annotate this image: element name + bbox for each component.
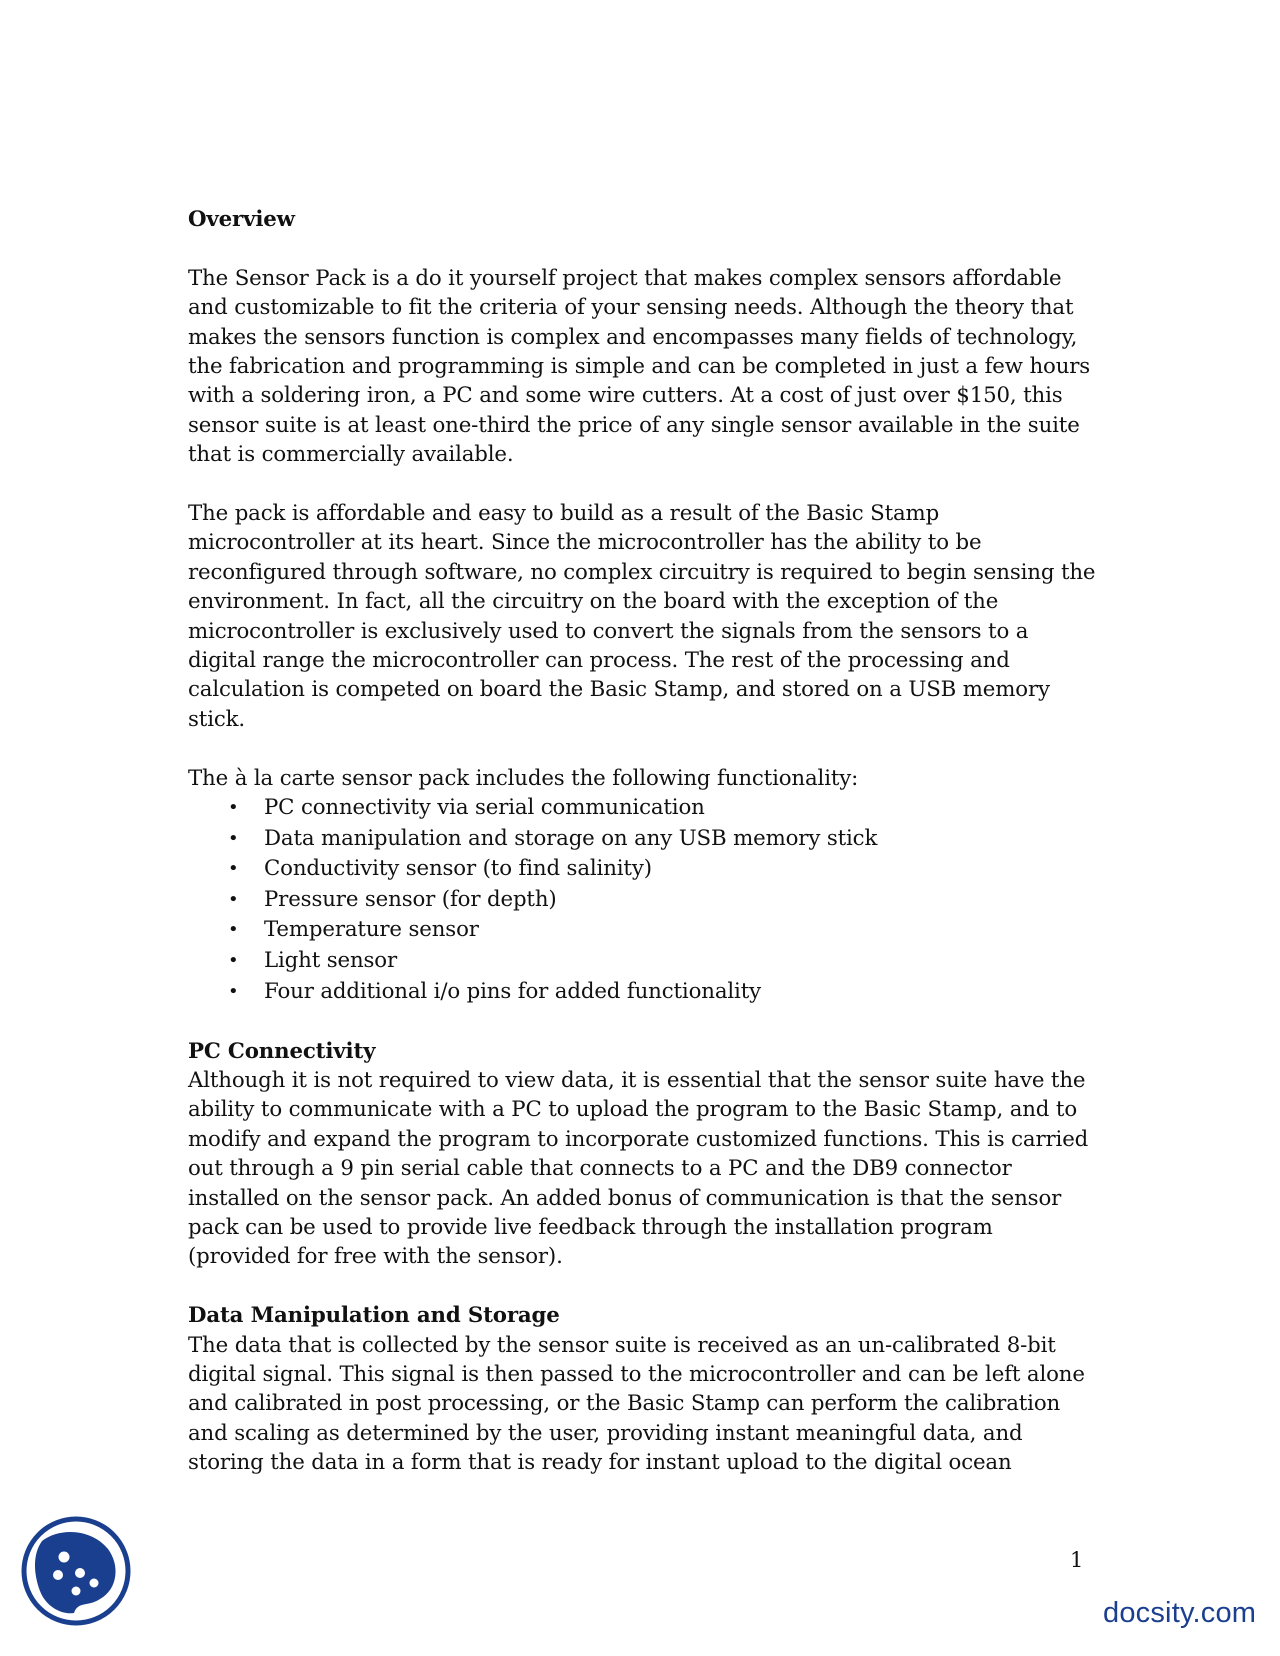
bullet-icon: • bbox=[228, 950, 239, 972]
list-item: • PC connectivity via serial communication bbox=[188, 793, 1098, 824]
list-item: • Four additional i/o pins for added functionality bbox=[188, 977, 1098, 1008]
docsity-logo-icon[interactable] bbox=[20, 1515, 132, 1627]
brand-link[interactable]: docsity.com bbox=[1103, 1597, 1257, 1629]
overview-paragraph-1: The Sensor Pack is a do it yourself project that makes complex sensors affordable and customizable to fit the criteria of your sensing needs. Although the theory that makes the sensors function is complex and encompasses many fields of technology, the fabrication and programming is simple and can be completed in just a few hours with a soldering iron, a PC and some wire cutters. At a cost of just over $150, this sensor suite is at least one-third the price of any single sensor available in the suite that is commercially available. bbox=[188, 265, 1091, 468]
overview-paragraph-2: The pack is affordable and easy to build as a result of the Basic Stamp microcontroller at its heart. Since the microcontroller has the ability to be reconfigured through software, no complex circuitry is required to begin sensing the environment. In fact, all the circuitry on the board with the exception of the microcontroller is exclusively used to convert the signals from the sensors to a digital range the microcontroller can process. The rest of the processing and calculation is competed on board the Basic Stamp, and stored on a USB memory stick. bbox=[188, 501, 1096, 732]
page-number: 1 bbox=[1070, 1548, 1084, 1572]
overview-heading: Overview bbox=[188, 207, 295, 232]
list-item: • Temperature sensor bbox=[188, 915, 1098, 946]
bullet-icon: • bbox=[228, 888, 239, 910]
bullet-icon: • bbox=[228, 827, 239, 849]
feature-list-intro: The à la carte sensor pack includes the following functionality: bbox=[188, 765, 859, 791]
pc-connectivity-heading: PC Connectivity bbox=[188, 1038, 376, 1064]
bullet-icon: • bbox=[228, 980, 239, 1002]
data-manipulation-heading: Data Manipulation and Storage bbox=[188, 1303, 560, 1329]
list-item: • Light sensor bbox=[188, 946, 1098, 977]
bullet-icon: • bbox=[228, 919, 239, 941]
list-item: • Pressure sensor (for depth) bbox=[188, 885, 1098, 916]
pc-connectivity-paragraph: Although it is not required to view data, it is essential that the sensor suite have the ability to communicate with a PC to upload the program to the Basic Stamp, and to modify and expand the program to incorporate customized functions. This is carried out through a 9 pin serial cable that connects to a PC and the DB9 connector installed on the sensor pack. An added bonus of communication is that the sensor pack can be used to provide live feedback through the installation program (provided for free with the sensor). bbox=[188, 1068, 1089, 1270]
list-item: • Data manipulation and storage on any USB memory stick bbox=[188, 824, 1098, 855]
feature-list bbox=[188, 793, 1098, 1007]
data-manipulation-paragraph: The data that is collected by the sensor suite is received as an un-calibrated 8-bit digital signal. This signal is then passed to the microcontroller and can be left alone and calibrated in post processing, or the Basic Stamp can perform the calibration and scaling as determined by the user, providing instant meaningful data, and storing the data in a form that is ready for instant upload to the digital ocean bbox=[188, 1332, 1085, 1476]
bullet-icon: • bbox=[228, 858, 239, 880]
bullet-icon: • bbox=[228, 797, 239, 819]
document-body bbox=[188, 205, 1098, 1478]
list-item: • Conductivity sensor (to find salinity) bbox=[188, 854, 1098, 885]
